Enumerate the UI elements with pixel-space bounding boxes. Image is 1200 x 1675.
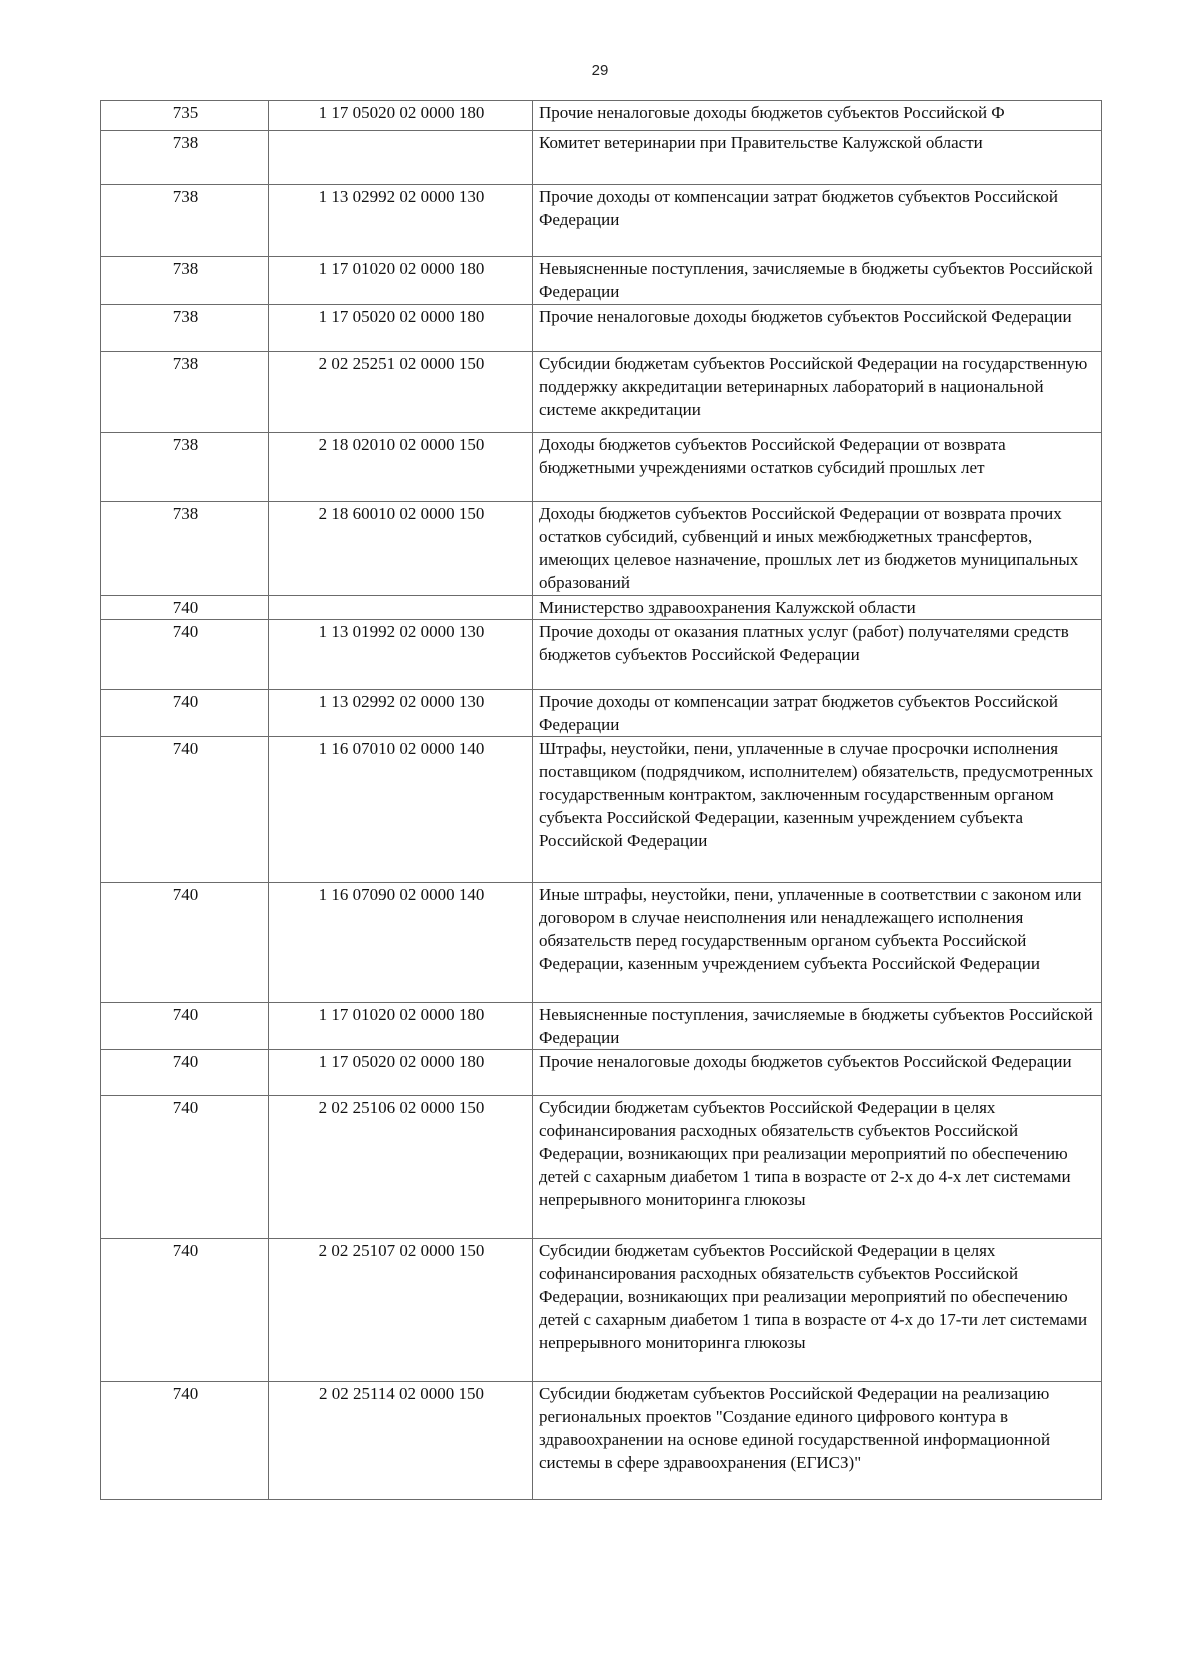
table-row <box>101 131 1102 185</box>
table-body <box>101 101 1102 1500</box>
revenue-name-cell: Прочие неналоговые доходы бюджетов субъектов Российской Ф <box>533 101 1102 131</box>
admin-code-cell: 740 <box>101 883 269 1003</box>
revenue-name-cell: Прочие неналоговые доходы бюджетов субъектов Российской Федерации <box>533 1050 1102 1096</box>
revenue-code-cell: 1 16 07010 02 0000 140 <box>269 737 533 883</box>
admin-code-cell: 738 <box>101 502 269 596</box>
table-row <box>101 305 1102 352</box>
revenue-code-cell: 1 13 02992 02 0000 130 <box>269 185 533 257</box>
revenue-name-cell: Доходы бюджетов субъектов Российской Федерации от возврата прочих остатков субсидий, субвенций и иных межбюджетных трансфертов, имеющих целевое назначение, прошлых лет из бюджетов муниципальных образований <box>533 502 1102 596</box>
revenue-code-cell: 2 18 60010 02 0000 150 <box>269 502 533 596</box>
table-row <box>101 1003 1102 1050</box>
table-row <box>101 101 1102 131</box>
revenue-code-cell: 1 17 05020 02 0000 180 <box>269 1050 533 1096</box>
revenue-code-cell: 1 17 01020 02 0000 180 <box>269 257 533 305</box>
table-row <box>101 352 1102 433</box>
revenue-name-cell: Прочие неналоговые доходы бюджетов субъектов Российской Федерации <box>533 305 1102 352</box>
revenue-name-cell: Невыясненные поступления, зачисляемые в бюджеты субъектов Российской Федерации <box>533 1003 1102 1050</box>
admin-code-cell: 740 <box>101 1239 269 1382</box>
admin-code-cell: 738 <box>101 185 269 257</box>
revenue-name-cell: Комитет ветеринарии при Правительстве Калужской области <box>533 131 1102 185</box>
admin-code-cell: 738 <box>101 433 269 502</box>
revenue-code-cell <box>269 131 533 185</box>
table-row <box>101 257 1102 305</box>
revenue-name-cell: Невыясненные поступления, зачисляемые в бюджеты субъектов Российской Федерации <box>533 257 1102 305</box>
revenue-name-cell: Прочие доходы от компенсации затрат бюджетов субъектов Российской Федерации <box>533 690 1102 737</box>
revenue-name-cell: Министерство здравоохранения Калужской области <box>533 596 1102 620</box>
revenue-name-cell: Субсидии бюджетам субъектов Российской Федерации на реализацию региональных проектов "Создание единого цифрового контура в здравоохранении на основе единой государственной информационной системы в сфере здравоохранения (ЕГИСЗ)" <box>533 1382 1102 1500</box>
revenue-code-cell: 1 16 07090 02 0000 140 <box>269 883 533 1003</box>
admin-code-cell: 740 <box>101 1096 269 1239</box>
table-row <box>101 433 1102 502</box>
revenue-code-cell: 2 02 25114 02 0000 150 <box>269 1382 533 1500</box>
revenue-code-cell: 1 13 02992 02 0000 130 <box>269 690 533 737</box>
table-row <box>101 883 1102 1003</box>
admin-code-cell: 738 <box>101 352 269 433</box>
table-row <box>101 1050 1102 1096</box>
revenue-name-cell: Прочие доходы от компенсации затрат бюджетов субъектов Российской Федерации <box>533 185 1102 257</box>
revenue-name-cell: Иные штрафы, неустойки, пени, уплаченные в соответствии с законом или договором в случае неисполнения или ненадлежащего исполнения обязательств перед государственным органом субъекта Российской Федерации, казенным учреждением субъекта Российской Федерации <box>533 883 1102 1003</box>
revenue-name-cell: Субсидии бюджетам субъектов Российской Федерации в целях софинансирования расходных обязательств субъектов Российской Федерации, возникающих при реализации мероприятий по обеспечению детей с сахарным диабетом 1 типа в возрасте от 4-х до 17-ти лет системами непрерывного мониторинга глюкозы <box>533 1239 1102 1382</box>
revenue-name-cell: Штрафы, неустойки, пени, уплаченные в случае просрочки исполнения поставщиком (подрядчиком, исполнителем) обязательств, предусмотренных государственным контрактом, заключенным государственным органом субъекта Российской Федерации, казенным учреждением субъекта Российской Федерации <box>533 737 1102 883</box>
table-row <box>101 737 1102 883</box>
revenue-code-cell: 2 02 25251 02 0000 150 <box>269 352 533 433</box>
revenue-code-cell: 2 18 02010 02 0000 150 <box>269 433 533 502</box>
revenue-code-cell <box>269 596 533 620</box>
admin-code-cell: 740 <box>101 596 269 620</box>
page-number: 29 <box>591 62 609 79</box>
revenue-code-cell: 1 13 01992 02 0000 130 <box>269 620 533 690</box>
revenue-name-cell: Доходы бюджетов субъектов Российской Федерации от возврата бюджетными учреждениями остатков субсидий прошлых лет <box>533 433 1102 502</box>
admin-code-cell: 740 <box>101 1382 269 1500</box>
revenue-name-cell: Прочие доходы от оказания платных услуг (работ) получателями средств бюджетов субъектов Российской Федерации <box>533 620 1102 690</box>
table-row <box>101 1239 1102 1382</box>
revenue-code-cell: 2 02 25107 02 0000 150 <box>269 1239 533 1382</box>
admin-code-cell: 740 <box>101 737 269 883</box>
revenue-code-cell: 1 17 05020 02 0000 180 <box>269 101 533 131</box>
table-row <box>101 1096 1102 1239</box>
admin-code-cell: 738 <box>101 305 269 352</box>
admin-code-cell: 738 <box>101 131 269 185</box>
admin-code-cell: 738 <box>101 257 269 305</box>
table-row <box>101 185 1102 257</box>
admin-code-cell: 740 <box>101 620 269 690</box>
revenue-code-cell: 1 17 01020 02 0000 180 <box>269 1003 533 1050</box>
table-row <box>101 690 1102 737</box>
table-row <box>101 620 1102 690</box>
table-row <box>101 596 1102 620</box>
revenue-codes-table <box>100 100 1102 1500</box>
admin-code-cell: 740 <box>101 1050 269 1096</box>
revenue-code-cell: 2 02 25106 02 0000 150 <box>269 1096 533 1239</box>
revenue-name-cell: Субсидии бюджетам субъектов Российской Федерации на государственную поддержку аккредитации ветеринарных лабораторий в национальной системе аккредитации <box>533 352 1102 433</box>
revenue-code-cell: 1 17 05020 02 0000 180 <box>269 305 533 352</box>
admin-code-cell: 740 <box>101 690 269 737</box>
table-row <box>101 502 1102 596</box>
table-row <box>101 1382 1102 1500</box>
admin-code-cell: 735 <box>101 101 269 131</box>
revenue-name-cell: Субсидии бюджетам субъектов Российской Федерации в целях софинансирования расходных обязательств субъектов Российской Федерации, возникающих при реализации мероприятий по обеспечению детей с сахарным диабетом 1 типа в возрасте от 2-х до 4-х лет системами непрерывного мониторинга глюкозы <box>533 1096 1102 1239</box>
admin-code-cell: 740 <box>101 1003 269 1050</box>
